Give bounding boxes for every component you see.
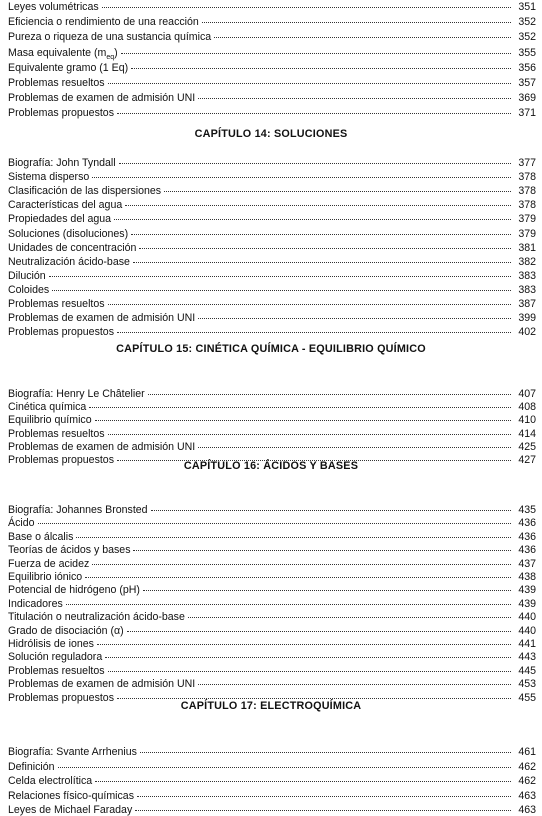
toc-entry [8, 790, 536, 802]
entry-page-number: 402 [518, 326, 536, 338]
entry-page-number: 369 [518, 92, 536, 104]
toc-entry [8, 284, 536, 296]
entry-title: Problemas de examen de admisión UNI [8, 312, 196, 324]
entry-title: Dilución [8, 270, 46, 282]
toc-entry [8, 47, 536, 62]
dot-leader [133, 542, 511, 551]
entry-page-number: 462 [518, 761, 536, 773]
entry-title: Cinética química [8, 401, 87, 413]
toc-entry [8, 270, 536, 282]
toc-entry [8, 298, 536, 310]
dot-leader [140, 744, 511, 753]
dot-leader [148, 386, 511, 395]
entry-page-number: 355 [518, 47, 536, 59]
entry-title: Biografía: Svante Arrhenius [8, 746, 137, 758]
toc-entry [8, 746, 536, 758]
toc-entry [8, 651, 536, 663]
entry-page-number: 439 [518, 584, 536, 596]
dot-leader [49, 268, 511, 277]
dot-leader [108, 75, 511, 84]
entry-page-number: 379 [518, 228, 536, 240]
entry-title: Definición [8, 761, 55, 773]
toc-entry [8, 761, 536, 773]
entry-title: Leyes de Michael Faraday [8, 804, 133, 816]
entry-page-number: 435 [518, 504, 536, 516]
entry-title: Problemas resueltos [8, 428, 105, 440]
chapter-heading: CAPÍTULO 17: ELECTROQUÍMICA [180, 700, 362, 712]
entry-title: Pureza o riqueza de una sustancia química [8, 31, 212, 43]
toc-entry [8, 213, 536, 225]
entry-page-number: 437 [518, 558, 536, 570]
entry-title: Problemas resueltos [8, 298, 105, 310]
entry-title: Problemas de examen de admisión UNI [8, 441, 196, 453]
entry-title: Clasificación de las dispersiones [8, 185, 162, 197]
dot-leader [139, 240, 511, 249]
entry-title: Teorías de ácidos y bases [8, 544, 131, 556]
entry-page-number: 436 [518, 544, 536, 556]
entry-title-subscript: eq [106, 54, 115, 62]
dot-leader [38, 515, 512, 524]
entry-title: Equivalente gramo (1 Eq) [8, 62, 129, 74]
entry-page-number: 387 [518, 298, 536, 310]
entry-title: Equilibrio químico [8, 414, 92, 426]
toc-entry [8, 242, 536, 254]
entry-page-number: 371 [518, 107, 536, 119]
dot-leader [131, 60, 511, 69]
entry-title: Problemas resueltos [8, 665, 105, 677]
toc-entry [8, 256, 536, 268]
toc-entry [8, 171, 536, 183]
toc-entry [8, 678, 536, 690]
toc-entry [8, 544, 536, 556]
entry-title: Leyes volumétricas [8, 1, 99, 13]
entry-title: Fuerza de acidez [8, 558, 90, 570]
entry-title: Neutralización ácido-base [8, 256, 130, 268]
entry-page-number: 414 [518, 428, 536, 440]
entry-title: Características del agua [8, 199, 123, 211]
entry-title: Biografía: Henry Le Châtelier [8, 388, 145, 400]
dot-leader [76, 529, 511, 538]
dot-leader [198, 90, 511, 99]
dot-leader [105, 649, 511, 658]
toc-entry [8, 1, 536, 13]
entry-page-number: 436 [518, 531, 536, 543]
dot-leader [89, 399, 511, 408]
entry-page-number: 463 [518, 790, 536, 802]
entry-title-end: ) [114, 47, 118, 59]
dot-leader [119, 155, 511, 164]
dot-leader [143, 582, 511, 591]
chapter-heading: CAPÍTULO 15: CINÉTICA QUÍMICA - EQUILIBRIO QUÍMICO [116, 343, 426, 355]
entry-title: Propiedades del agua [8, 213, 112, 225]
entry-title: Problemas propuestos [8, 454, 114, 466]
entry-page-number: 378 [518, 199, 536, 211]
dot-leader [114, 211, 511, 220]
toc-entry [8, 228, 536, 240]
entry-title: Biografía: John Tyndall [8, 157, 116, 169]
entry-page-number: 383 [518, 270, 536, 282]
entry-page-number: 377 [518, 157, 536, 169]
toc-entry [8, 157, 536, 169]
toc-entry [8, 326, 536, 338]
entry-page-number: 463 [518, 804, 536, 816]
entry-page-number: 352 [518, 31, 536, 43]
dot-leader [125, 197, 511, 206]
entry-page-number: 379 [518, 213, 536, 225]
entry-page-number: 382 [518, 256, 536, 268]
entry-title: Hidrólisis de iones [8, 638, 94, 650]
toc-entry [8, 611, 536, 623]
toc-entry [8, 517, 536, 529]
entry-page-number: 383 [518, 284, 536, 296]
entry-page-number: 443 [518, 651, 536, 663]
toc-entry [8, 804, 536, 816]
toc-entry [8, 312, 536, 324]
entry-page-number: 436 [518, 517, 536, 529]
dot-leader [66, 596, 511, 605]
toc-entry [8, 185, 536, 197]
entry-page-number: 441 [518, 638, 536, 650]
entry-title: Problemas propuestos [8, 326, 114, 338]
dot-leader [92, 169, 511, 178]
entry-page-number: 407 [518, 388, 536, 400]
entry-page-number: 378 [518, 171, 536, 183]
entry-title: Biografía: Johannes Bronsted [8, 504, 148, 516]
entry-title: Soluciones (disoluciones) [8, 228, 129, 240]
entry-page-number: 378 [518, 185, 536, 197]
dot-leader [108, 426, 511, 435]
dot-leader [202, 14, 511, 23]
toc-entry [8, 92, 536, 104]
dot-leader [102, 0, 511, 8]
entry-page-number: 408 [518, 401, 536, 413]
entry-page-number: 462 [518, 775, 536, 787]
toc-entry [8, 62, 536, 74]
dot-leader [52, 282, 511, 291]
entry-page-number: 381 [518, 242, 536, 254]
dot-leader [58, 759, 511, 768]
dot-leader [127, 623, 511, 632]
dot-leader [92, 556, 511, 565]
dot-leader [214, 29, 511, 38]
toc-entry [8, 414, 536, 426]
entry-title: Unidades de concentración [8, 242, 137, 254]
dot-leader [198, 439, 511, 448]
entry-page-number: 351 [518, 1, 536, 13]
dot-leader [198, 310, 511, 319]
dot-leader [198, 676, 511, 685]
dot-leader [131, 226, 511, 235]
dot-leader [151, 502, 511, 511]
entry-title: Problemas de examen de admisión UNI [8, 92, 196, 104]
entry-title: Grado de disociación (α) [8, 625, 124, 637]
entry-page-number: 357 [518, 77, 536, 89]
entry-page-number: 410 [518, 414, 536, 426]
dot-leader [117, 324, 511, 333]
entry-page-number: 439 [518, 598, 536, 610]
dot-leader [117, 690, 511, 699]
toc-entry [8, 199, 536, 211]
toc-entry [8, 16, 536, 28]
dot-leader [95, 412, 511, 421]
toc-entry [8, 584, 536, 596]
entry-title: Problemas resueltos [8, 77, 105, 89]
entry-title: Celda electrolítica [8, 775, 93, 787]
entry-page-number: 445 [518, 665, 536, 677]
dot-leader [108, 663, 511, 672]
toc-entry [8, 31, 536, 43]
dot-leader [121, 45, 511, 54]
entry-page-number: 455 [518, 692, 536, 704]
entry-title: Indicadores [8, 598, 63, 610]
entry-page-number: 352 [518, 16, 536, 28]
entry-title: Ácido [8, 517, 35, 529]
entry-title: Eficiencia o rendimiento de una reacción [8, 16, 199, 28]
entry-page-number: 438 [518, 571, 536, 583]
entry-page-number: 453 [518, 678, 536, 690]
dot-leader [164, 183, 511, 192]
entry-page-number: 461 [518, 746, 536, 758]
entry-title: Base o álcalis [8, 531, 74, 543]
entry-page-number: 399 [518, 312, 536, 324]
dot-leader [137, 788, 511, 797]
dot-leader [133, 254, 511, 263]
dot-leader [135, 802, 511, 811]
entry-title [8, 47, 118, 62]
dot-leader [108, 296, 511, 305]
chapter-heading: CAPÍTULO 14: SOLUCIONES [194, 128, 348, 140]
entry-page-number: 440 [518, 611, 536, 623]
dot-leader [117, 105, 511, 114]
entry-title: Problemas propuestos [8, 692, 114, 704]
entry-title-text: Masa equivalente (m [8, 47, 107, 59]
entry-title: Solución reguladora [8, 651, 103, 663]
entry-title: Sistema disperso [8, 171, 90, 183]
entry-title: Relaciones físico-químicas [8, 790, 134, 802]
chapter-heading: CAPÍTULO 16: ÁCIDOS Y BASES [183, 460, 359, 472]
dot-leader [85, 569, 511, 578]
toc-entry [8, 77, 536, 89]
entry-title: Potencial de hidrógeno (pH) [8, 584, 140, 596]
toc-entry [8, 107, 536, 119]
entry-title: Equilibrio iónico [8, 571, 83, 583]
entry-page-number: 356 [518, 62, 536, 74]
dot-leader [97, 636, 511, 645]
entry-title: Problemas propuestos [8, 107, 114, 119]
entry-title: Problemas de examen de admisión UNI [8, 678, 196, 690]
entry-page-number: 427 [518, 454, 536, 466]
dot-leader [188, 609, 511, 618]
dot-leader [95, 773, 511, 782]
entry-page-number: 440 [518, 625, 536, 637]
entry-page-number: 425 [518, 441, 536, 453]
toc-entry [8, 775, 536, 787]
entry-title: Coloides [8, 284, 50, 296]
entry-title: Titulación o neutralización ácido-base [8, 611, 185, 623]
